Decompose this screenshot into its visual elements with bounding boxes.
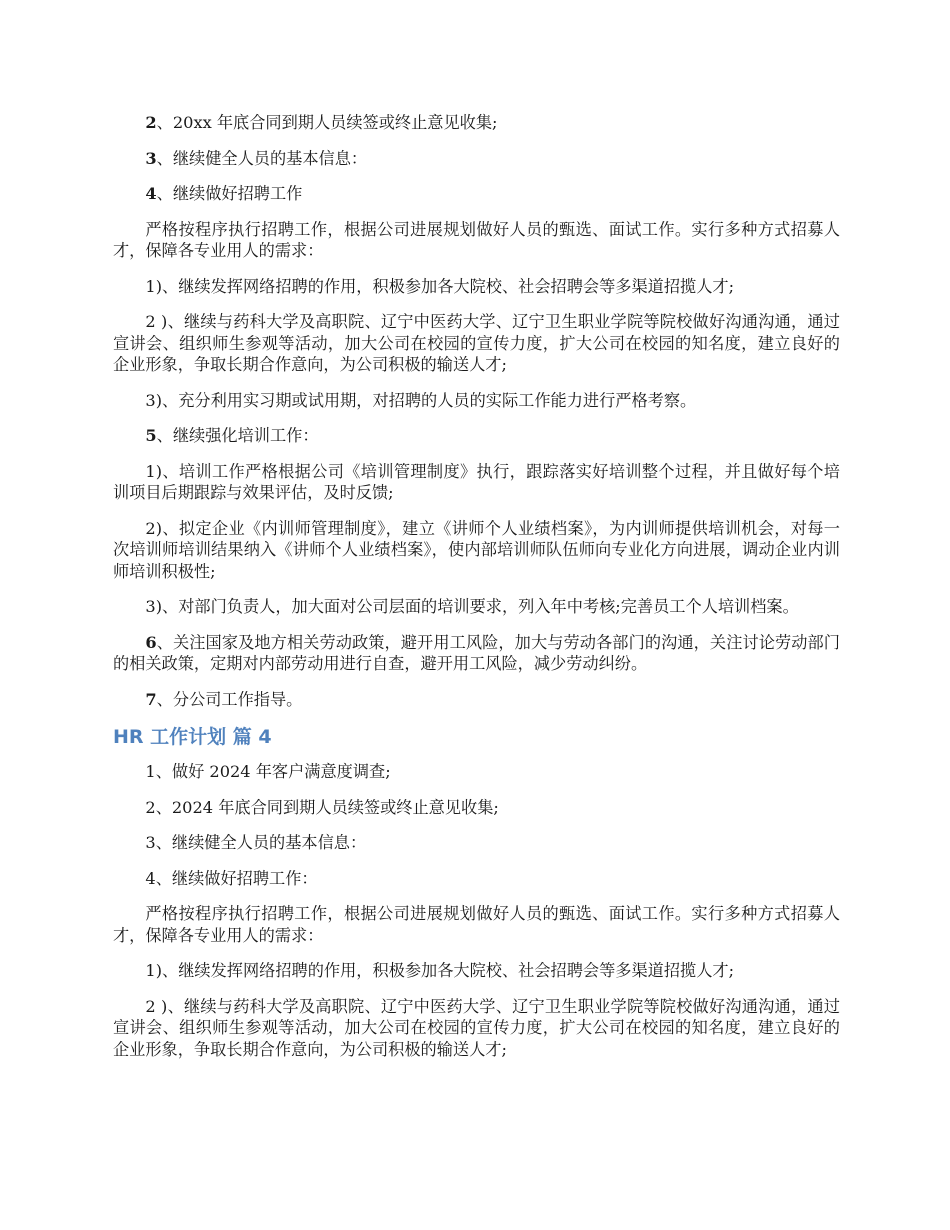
item-number: 4 bbox=[145, 184, 157, 203]
training-item: 2)、拟定企业《内训师管理制度》，建立《讲师个人业绩档案》，为内训师提供培训机会，对每一次培训师培训结果纳入《讲师个人业绩档案》，使内部培训师队伍师向专业化方向进展，调动企业内训师培训积极性; bbox=[113, 518, 840, 581]
recruit-item: 3)、充分利用实习期或试用期，对招聘的人员的实际工作能力进行严格考察。 bbox=[145, 390, 697, 410]
list-item: 4、继续做好招聘工作： bbox=[145, 868, 318, 888]
list-item bbox=[113, 425, 840, 447]
recruit-item: 2 )、继续与药科大学及高职院、辽宁中医药大学、辽宁卫生职业学院等院校做好沟通沟通，通过宣讲会、组织师生参观等活动，加大公司在校园的宣传力度，扩大公司在校园的知名度，建立良好的企业形象，争取长期合作意向，为公司积极的输送人才; bbox=[113, 312, 840, 374]
item-number: 3 bbox=[145, 148, 157, 168]
training-item: 3)、对部门负责人，加大面对公司层面的培训要求，列入年中考核;完善员工个人培训档案。 bbox=[145, 597, 799, 616]
list-item: 3、继续健全人员的基本信息： bbox=[145, 833, 367, 852]
list-item bbox=[113, 632, 840, 675]
training-item: 1)、培训工作严格根据公司《培训管理制度》执行，跟踪落实好培训整个过程，并且做好每个培训项目后期跟踪与效果评估，及时反馈; bbox=[113, 461, 840, 502]
item-text: 、继续健全人员的基本信息： bbox=[156, 148, 368, 168]
list-item bbox=[113, 148, 840, 170]
list-item: 2、2024 年底合同到期人员续签或终止意见收集; bbox=[145, 797, 499, 817]
item-number: 2 bbox=[145, 113, 157, 132]
recruit-intro-paragraph: 严格按程序执行招聘工作，根据公司进展规划做好人员的甄选、面试工作。实行多种方式招募人才，保障各专业用人的需求： bbox=[113, 219, 840, 260]
item-text: 、继续做好招聘工作 bbox=[156, 184, 303, 203]
item-number: 5 bbox=[145, 426, 157, 445]
recruit-item: 1)、继续发挥网络招聘的作用，积极参加各大院校、社会招聘会等多渠道招揽人才; bbox=[145, 961, 735, 980]
item-text: 、关注国家及地方相关劳动政策，避开用工风险，加大与劳动各部门的沟通，关注讨论劳动部门的相关政策，定期对内部劳动用进行自查，避开用工风险，减少劳动纠纷。 bbox=[113, 632, 840, 673]
recruit-item: 2 )、继续与药科大学及高职院、辽宁中医药大学、辽宁卫生职业学院等院校做好沟通沟通，通过宣讲会、组织师生参观等活动，加大公司在校园的宣传力度，扩大公司在校园的知名度，建立良好的企业形象，争取长期合作意向，为公司积极的输送人才; bbox=[113, 996, 840, 1059]
section-heading: HR 工作计划 篇 4 bbox=[113, 726, 272, 748]
recruit-intro-paragraph: 严格按程序执行招聘工作，根据公司进展规划做好人员的甄选、面试工作。实行多种方式招募人才，保障各专业用人的需求： bbox=[113, 904, 840, 945]
document-page bbox=[113, 112, 840, 1074]
item-text: 、分公司工作指导。 bbox=[156, 689, 303, 709]
item-text: 、20xx 年底合同到期人员续签或终止意见收集; bbox=[156, 113, 498, 132]
item-text: 、继续强化培训工作： bbox=[156, 426, 319, 445]
list-item bbox=[113, 183, 840, 205]
item-number: 7 bbox=[145, 689, 157, 709]
list-item bbox=[113, 689, 840, 711]
list-item bbox=[113, 112, 840, 134]
recruit-item: 1)、继续发挥网络招聘的作用，积极参加各大院校、社会招聘会等多渠道招揽人才; bbox=[145, 276, 735, 296]
item-number: 6 bbox=[145, 632, 157, 652]
list-item: 1、做好 2024 年客户满意度调查; bbox=[145, 762, 391, 781]
